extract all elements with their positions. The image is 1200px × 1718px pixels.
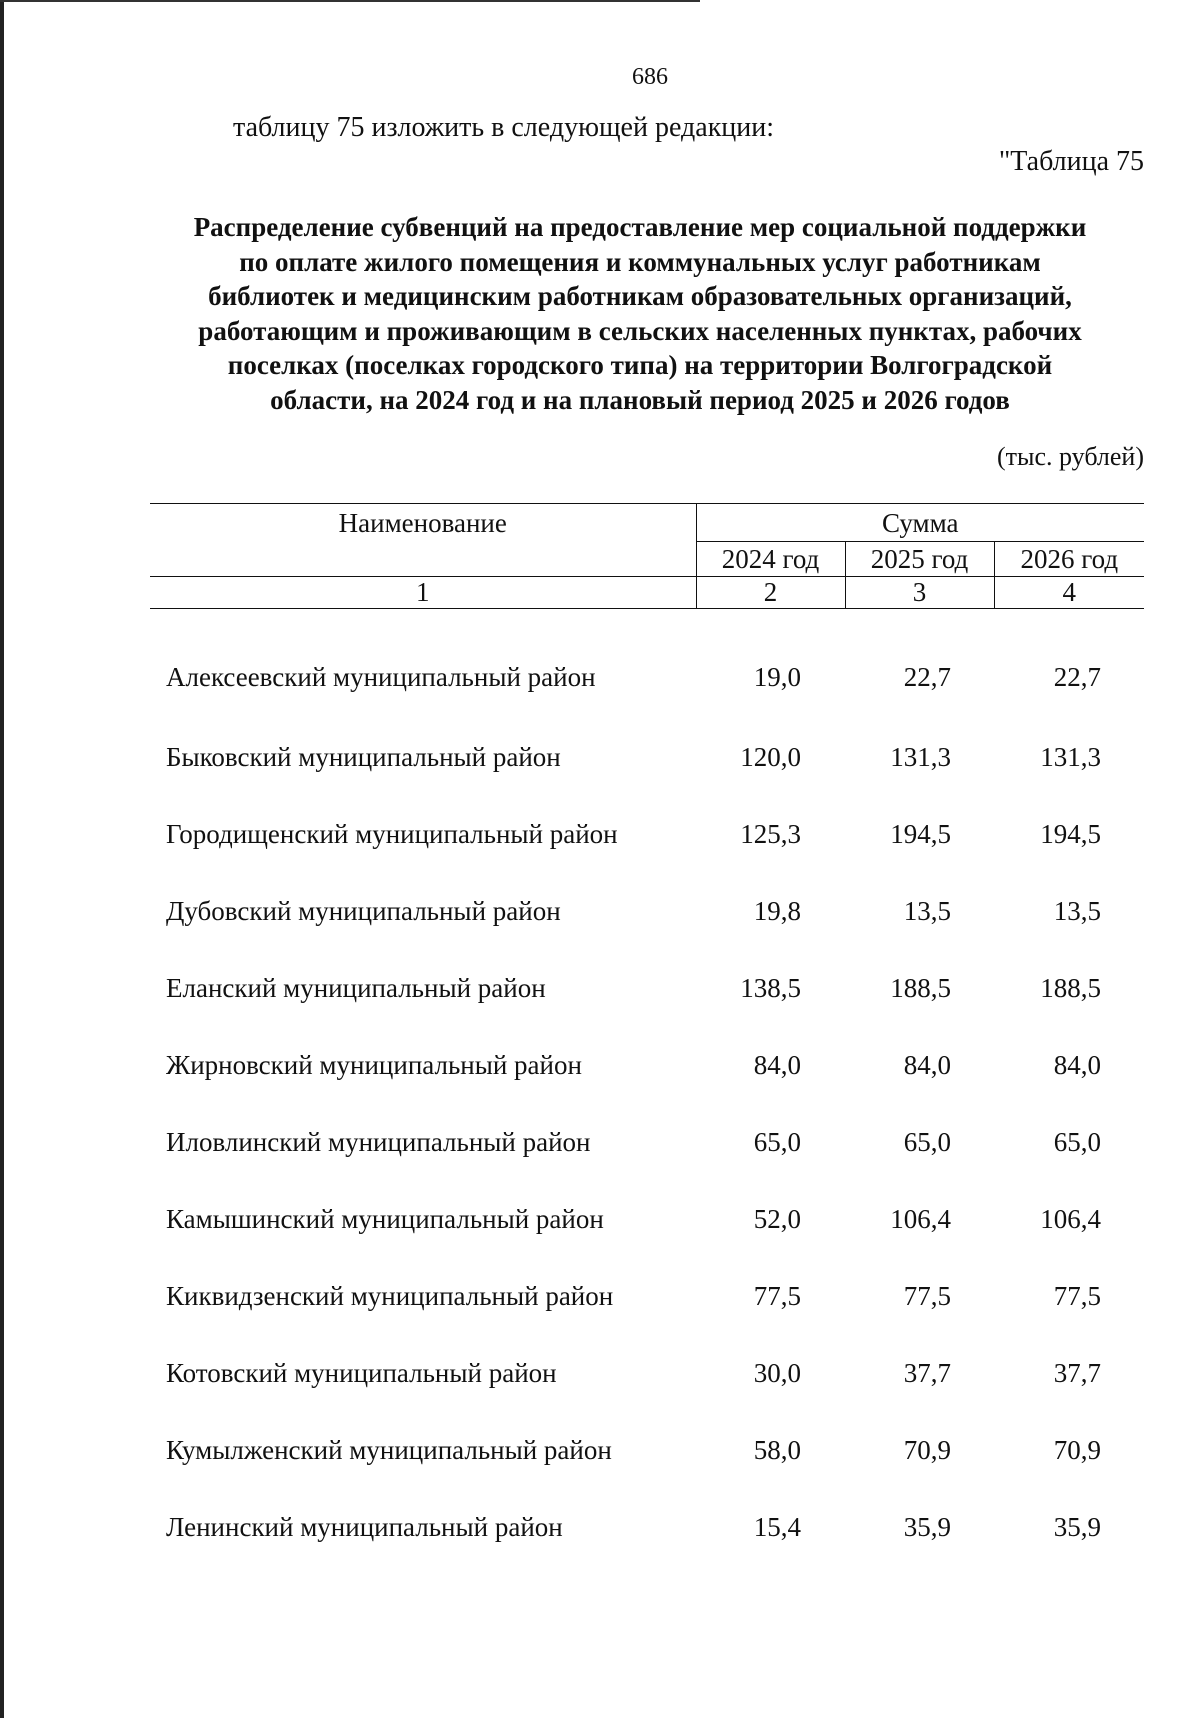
intro-text: таблицу 75 изложить в следующей редакции: bbox=[233, 112, 775, 143]
subsidy-table bbox=[150, 503, 1144, 1566]
value-2024: 52,0 bbox=[753, 1203, 801, 1234]
value-2025: 106,4 bbox=[890, 1203, 951, 1234]
value-2026: 13,5 bbox=[1053, 895, 1102, 926]
value-2025: 84,0 bbox=[903, 1049, 951, 1080]
table-row bbox=[150, 873, 1144, 950]
header-year-2026: 2026 год bbox=[994, 542, 1144, 577]
value-2026: 37,7 bbox=[1053, 1357, 1102, 1388]
value-2024: 125,3 bbox=[740, 818, 801, 849]
value-2025: 131,3 bbox=[890, 741, 951, 772]
district-name: Камышинский муниципальный район bbox=[166, 1203, 604, 1234]
table-row bbox=[150, 1489, 1144, 1566]
district-name: Ленинский муниципальный район bbox=[166, 1511, 563, 1542]
value-2026: 188,5 bbox=[1040, 972, 1102, 1003]
table-row bbox=[150, 796, 1144, 873]
value-2025: 65,0 bbox=[903, 1126, 951, 1157]
page-number: 686 bbox=[632, 64, 668, 90]
title-line: Распределение субвенций на предоставление мер социальной поддержки bbox=[193, 212, 1087, 242]
header-year-2024: 2024 год bbox=[696, 542, 845, 577]
title-line: области, на 2024 год и на плановый период 2025 и 2026 годов bbox=[270, 384, 1010, 415]
scan-edge-left bbox=[0, 0, 4, 1718]
value-2026: 106,4 bbox=[1040, 1203, 1102, 1234]
table-row bbox=[150, 1258, 1144, 1335]
title-line: библиотек и медицинским работникам образовательных организаций, bbox=[208, 281, 1072, 311]
value-2026: 70,9 bbox=[1053, 1434, 1102, 1465]
value-2025: 70,9 bbox=[903, 1434, 951, 1465]
header-name: Наименование bbox=[150, 504, 696, 577]
value-2024: 58,0 bbox=[753, 1434, 801, 1465]
table-row bbox=[150, 950, 1144, 1027]
table-row bbox=[150, 1335, 1144, 1412]
column-number: 1 bbox=[150, 577, 696, 609]
value-2026: 22,7 bbox=[1053, 662, 1102, 693]
district-name: Жирновский муниципальный район bbox=[166, 1049, 582, 1080]
table-row bbox=[150, 1412, 1144, 1489]
district-name: Алексеевский муниципальный район bbox=[166, 662, 596, 693]
value-2026: 84,0 bbox=[1053, 1049, 1102, 1080]
district-name: Киквидзенский муниципальный район bbox=[166, 1280, 614, 1311]
table-label: "Таблица 75 bbox=[998, 146, 1144, 177]
table-row bbox=[150, 719, 1144, 796]
value-2025: 22,7 bbox=[903, 662, 951, 693]
title-line: по оплате жилого помещения и коммунальных услуг работникам bbox=[239, 246, 1041, 277]
value-2024: 120,0 bbox=[740, 741, 801, 772]
value-2026: 65,0 bbox=[1053, 1126, 1102, 1157]
title-line: работающим и проживающим в сельских населенных пунктах, рабочих bbox=[198, 315, 1082, 346]
value-2024: 19,0 bbox=[753, 662, 801, 693]
value-2024: 65,0 bbox=[753, 1126, 801, 1157]
district-name: Городищенский муниципальный район bbox=[166, 818, 618, 849]
value-2024: 84,0 bbox=[753, 1049, 801, 1080]
column-number: 2 bbox=[696, 577, 845, 609]
scan-edge-top bbox=[0, 0, 700, 2]
table-row bbox=[150, 1181, 1144, 1258]
table-row bbox=[150, 609, 1144, 719]
value-2025: 194,5 bbox=[890, 818, 951, 849]
district-name: Быковский муниципальный район bbox=[166, 741, 561, 772]
value-2024: 19,8 bbox=[753, 895, 801, 926]
value-2024: 138,5 bbox=[740, 972, 801, 1003]
value-2026: 194,5 bbox=[1040, 818, 1102, 849]
value-2026: 131,3 bbox=[1040, 741, 1102, 772]
table-row bbox=[150, 1027, 1144, 1104]
district-name: Котовский муниципальный район bbox=[166, 1357, 557, 1388]
units-label: (тыс. рублей) bbox=[996, 442, 1144, 471]
district-name: Иловлинский муниципальный район bbox=[166, 1126, 591, 1157]
title-line: поселках (поселках городского типа) на территории Волгоградской bbox=[227, 350, 1053, 380]
column-number: 3 bbox=[845, 577, 994, 609]
value-2025: 188,5 bbox=[890, 972, 951, 1003]
header-year-2025: 2025 год bbox=[845, 542, 994, 577]
value-2026: 77,5 bbox=[1053, 1280, 1102, 1311]
value-2024: 30,0 bbox=[753, 1357, 801, 1388]
district-name: Еланский муниципальный район bbox=[166, 972, 546, 1003]
district-name: Кумылженский муниципальный район bbox=[166, 1434, 612, 1465]
district-name: Дубовский муниципальный район bbox=[166, 895, 561, 926]
header-sum: Сумма bbox=[696, 504, 1144, 542]
document-title bbox=[140, 210, 1140, 417]
value-2024: 15,4 bbox=[753, 1511, 801, 1542]
value-2025: 13,5 bbox=[903, 895, 951, 926]
value-2024: 77,5 bbox=[753, 1280, 801, 1311]
value-2026: 35,9 bbox=[1053, 1511, 1102, 1542]
value-2025: 37,7 bbox=[903, 1357, 951, 1388]
column-number: 4 bbox=[994, 577, 1144, 609]
value-2025: 35,9 bbox=[903, 1511, 951, 1542]
table-row bbox=[150, 1104, 1144, 1181]
value-2025: 77,5 bbox=[903, 1280, 951, 1311]
